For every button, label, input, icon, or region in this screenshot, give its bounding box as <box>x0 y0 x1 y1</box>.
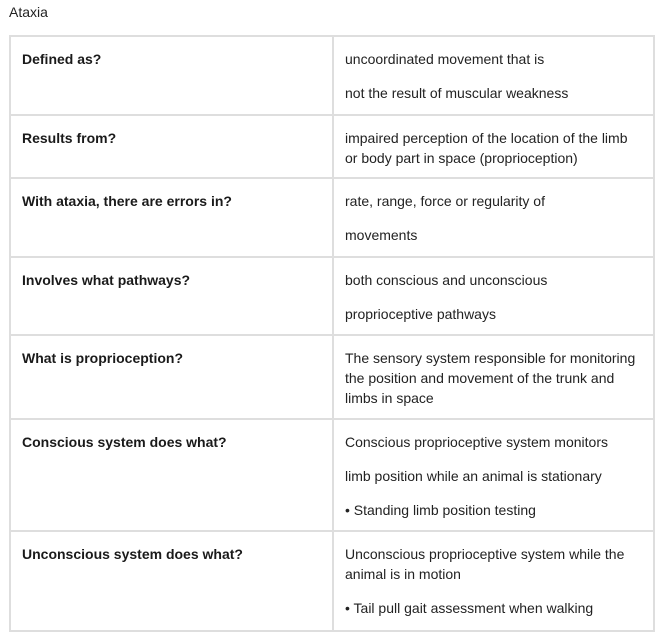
answer-text: Unconscious proprioceptive system while the animal is in motion <box>345 546 625 582</box>
table-row <box>10 115 654 178</box>
answer-text: limb position while an animal is stationary <box>345 468 602 484</box>
table-row <box>10 531 654 631</box>
answer-cell <box>333 419 654 531</box>
question-cell <box>10 115 333 178</box>
answer-cell <box>333 115 654 178</box>
answer-bullet: • Standing limb position testing <box>345 502 536 518</box>
question-text: Involves what pathways? <box>22 272 191 288</box>
answer-text: both conscious and unconscious <box>345 272 548 288</box>
answer-text: impaired perception of the location of the limb or body part in space (proprioception) <box>345 130 628 166</box>
question-text: Conscious system does what? <box>22 434 227 450</box>
answer-text: movements <box>345 227 418 243</box>
answer-text: The sensory system responsible for monitoring the position and movement of the trunk and limbs in space <box>345 350 636 406</box>
table-row <box>10 335 654 419</box>
answer-cell <box>333 36 654 115</box>
qa-table <box>9 35 655 632</box>
question-text: What is proprioception? <box>22 350 183 366</box>
page-title: Ataxia <box>9 4 48 20</box>
answer-text: uncoordinated movement that is <box>345 51 545 67</box>
answer-text: rate, range, force or regularity of <box>345 193 545 209</box>
question-cell <box>10 257 333 335</box>
answer-cell <box>333 178 654 257</box>
table-row <box>10 257 654 335</box>
question-text: Unconscious system does what? <box>22 546 243 562</box>
question-cell <box>10 531 333 631</box>
table-row <box>10 178 654 257</box>
question-text: Defined as? <box>22 51 102 67</box>
answer-cell <box>333 531 654 631</box>
table-row <box>10 419 654 531</box>
answer-bullet: • Tail pull gait assessment when walking <box>345 600 594 616</box>
question-text: With ataxia, there are errors in? <box>22 193 232 209</box>
question-text: Results from? <box>22 130 117 146</box>
answer-cell <box>333 335 654 419</box>
answer-cell <box>333 257 654 335</box>
answer-text: Conscious proprioceptive system monitors <box>345 434 608 450</box>
answer-text: proprioceptive pathways <box>345 306 496 322</box>
question-cell <box>10 178 333 257</box>
question-cell <box>10 36 333 115</box>
table-row <box>10 36 654 115</box>
answer-text: not the result of muscular weakness <box>345 85 569 101</box>
question-cell <box>10 335 333 419</box>
question-cell <box>10 419 333 531</box>
